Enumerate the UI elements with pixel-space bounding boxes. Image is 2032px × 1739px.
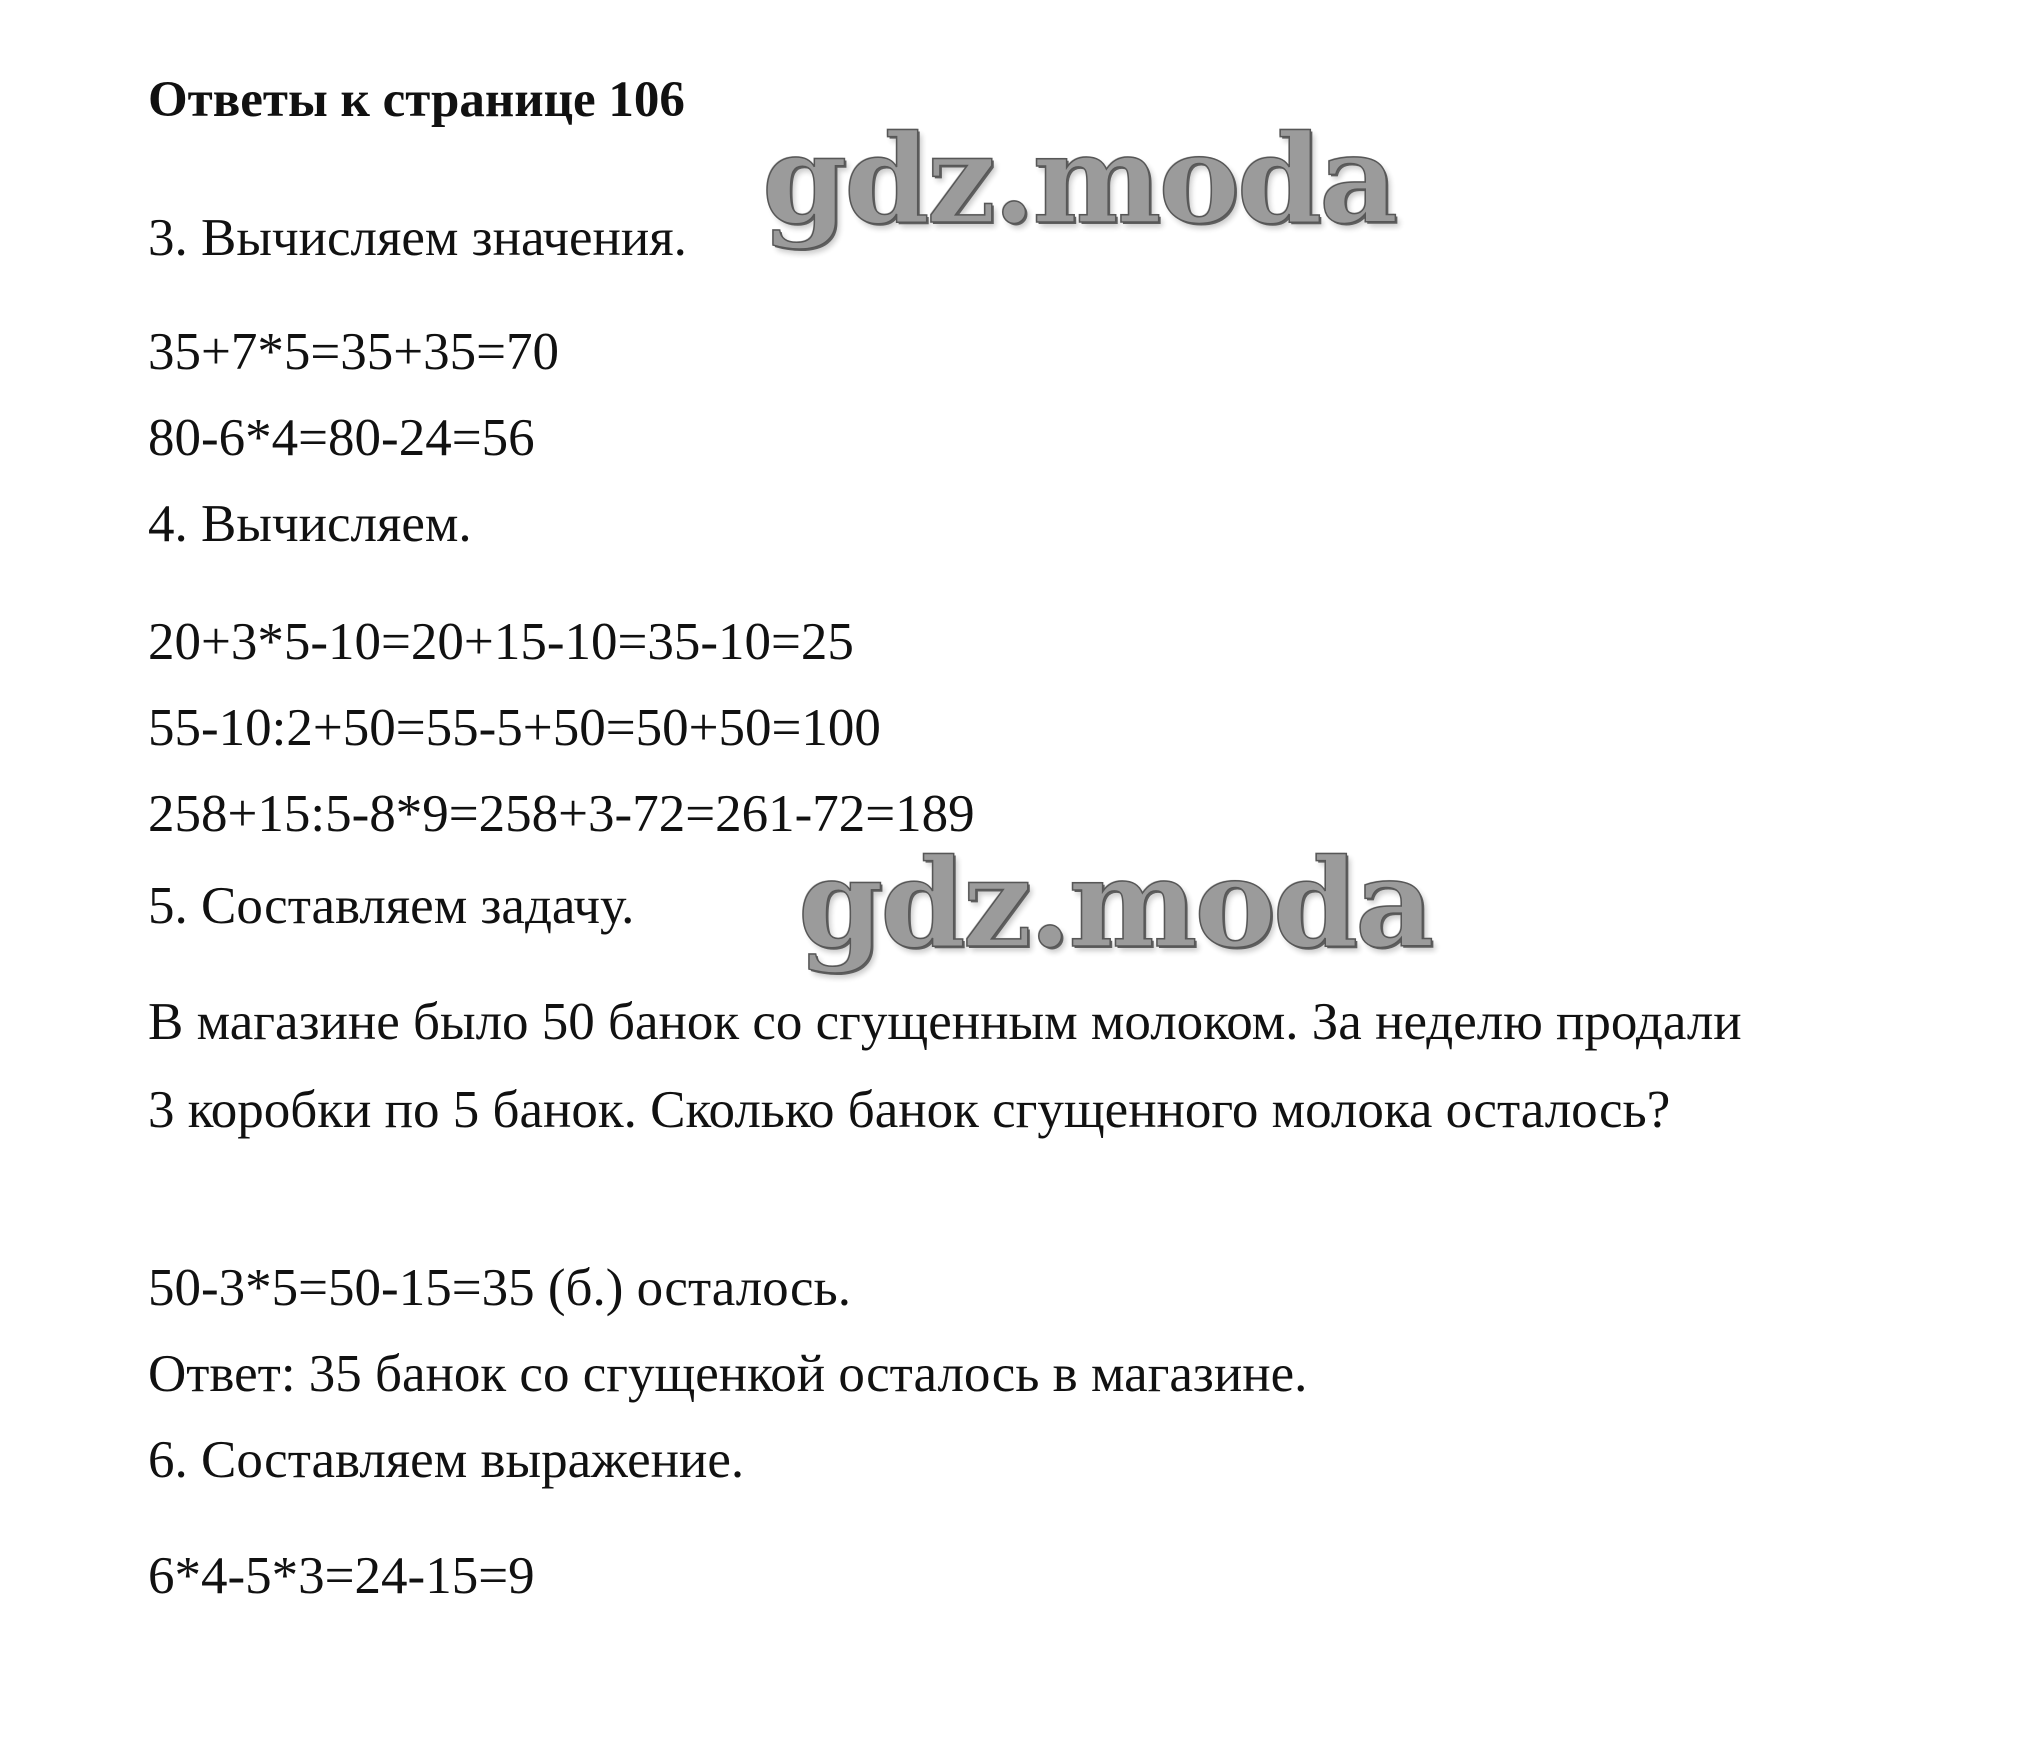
task-5-answer: Ответ: 35 банок со сгущенкой осталось в магазине.	[148, 1345, 1308, 1403]
task-5-problem-line-1: В магазине было 50 банок со сгущенным молоком. За неделю продали	[148, 993, 1742, 1051]
task-5-title: 5. Составляем задачу.	[148, 877, 635, 935]
task-4-equation-3: 258+15:5-8*9=258+3-72=261-72=189	[148, 785, 975, 843]
page-heading: Ответы к странице 106	[148, 72, 685, 128]
task-3-equation-2: 80-6*4=80-24=56	[148, 409, 535, 467]
task-5-solution: 50-3*5=50-15=35 (б.) осталось.	[148, 1259, 851, 1317]
task-6-equation-1: 6*4-5*3=24-15=9	[148, 1547, 535, 1605]
watermark-middle: gdz.moda	[798, 831, 1432, 975]
task-3-equation-1: 35+7*5=35+35=70	[148, 323, 560, 381]
task-4-equation-2: 55-10:2+50=55-5+50=50+50=100	[148, 699, 881, 757]
watermark-top: gdz.moda	[762, 107, 1396, 251]
task-4-title: 4. Вычисляем.	[148, 495, 472, 553]
task-5-problem-line-2: 3 коробки по 5 банок. Сколько банок сгущенного молока осталось?	[148, 1081, 1671, 1139]
task-6-title: 6. Составляем выражение.	[148, 1431, 745, 1489]
task-4-equation-1: 20+3*5-10=20+15-10=35-10=25	[148, 613, 854, 671]
task-3-title: 3. Вычисляем значения.	[148, 209, 687, 267]
